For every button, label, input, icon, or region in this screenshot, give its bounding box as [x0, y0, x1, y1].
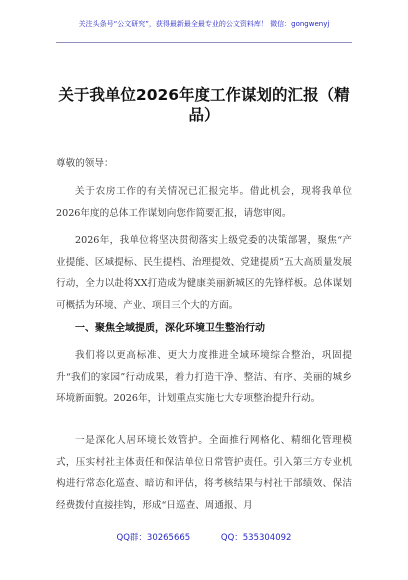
paragraph-intro: 关于农房工作的有关情况已汇报完毕。借此机会，现将我单位2026年度的总体工作谋划向您作简要汇报，请您审阅。: [56, 186, 352, 219]
footer-contact: [0, 531, 408, 543]
section-heading: 一、聚焦全域提质，深化环境卫生整治行动: [75, 323, 265, 334]
footer-qq: QQ：535304092: [220, 533, 292, 543]
header-divider: [56, 42, 352, 43]
paragraph-overview: 2026年，我单位将坚决贯彻落实上级党委的决策部署，聚焦“产业提能、区域提标、民生提档、治理提效、党建提质”五大高质量发展行动，全力以赴将XX打造成为健康美丽新城区的先锋样板。总体谋划可概括为环境、产业、项目三个大的方面。: [56, 235, 352, 311]
header-promo-note: 关注头条号“公文研究”，获得最新最全最专业的公文资料库！ 微信：gongwenyj: [78, 20, 330, 28]
paragraph-section-intro: 我们将以更高标准、更大力度推进全域环境综合整治，巩固提升“我们的家园”行动成果，着力打造干净、整洁、有序、美丽的城乡环境新面貌。2026年，计划重点实施七大专项整治提升行动。: [56, 350, 352, 404]
document-title: 关于我单位2026年度工作谋划的汇报（精品）: [58, 86, 350, 124]
paragraph-item-one: 一是深化人居环境长效管护。全面推行网格化、精细化管理模式，压实村社主体责任和保洁单位日常管护责任。引入第三方专业机构进行常态化巡查、暗访和评估，将考核结果与村社干部绩效、保洁经费拨付直接挂钩，形成“日巡查、周通报、月: [56, 435, 352, 511]
greeting: 尊敬的领导：: [56, 158, 114, 169]
footer-qq-group: QQ群：30265665: [116, 533, 191, 543]
